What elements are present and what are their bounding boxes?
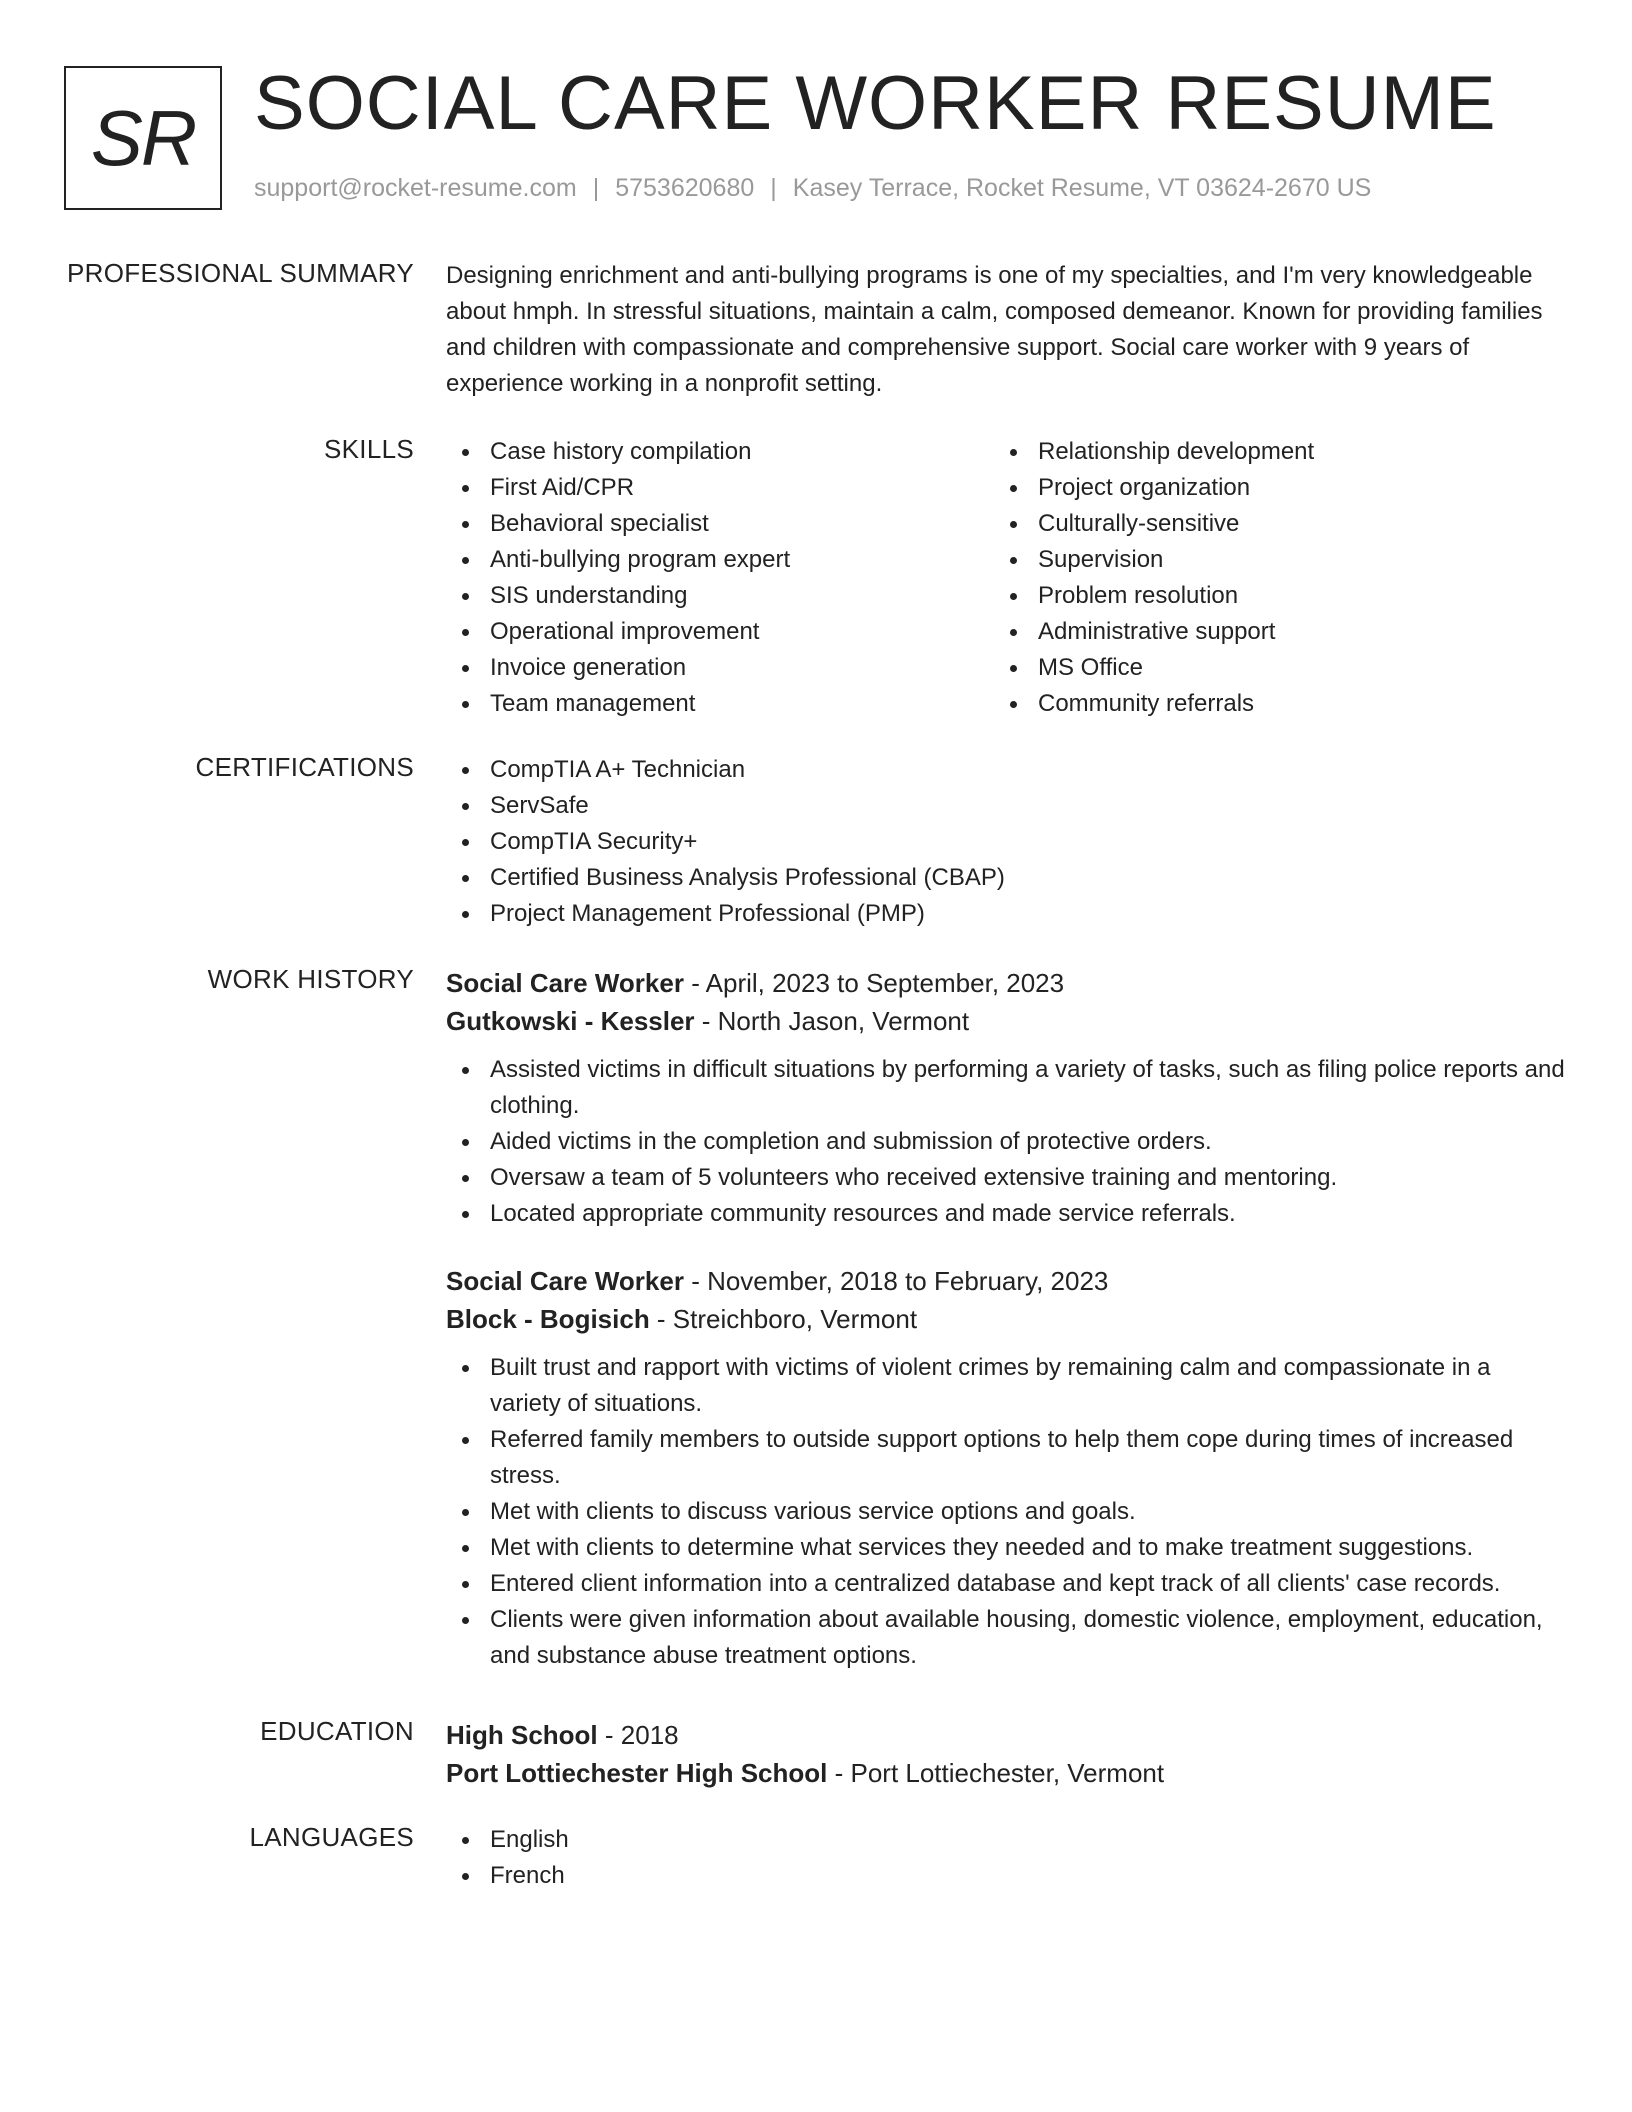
duty-item: Aided victims in the completion and submission of protective orders. xyxy=(446,1124,1566,1160)
skill-item: Administrative support xyxy=(994,614,1542,650)
duty-item: Built trust and rapport with victims of violent crimes by remaining calm and compassionate in a variety of situations. xyxy=(446,1350,1566,1422)
job-company: Block - Bogisich xyxy=(446,1304,650,1334)
certification-item: Project Management Professional (PMP) xyxy=(446,896,1566,932)
job-duties xyxy=(446,1052,1566,1232)
certification-item: ServSafe xyxy=(446,788,1566,824)
skill-item: SIS understanding xyxy=(446,578,994,614)
duty-item: Located appropriate community resources and made service referrals. xyxy=(446,1196,1566,1232)
section-label-summary: PROFESSIONAL SUMMARY xyxy=(67,258,414,288)
contact-address: Kasey Terrace, Rocket Resume, VT 03624-2670 US xyxy=(792,174,1372,202)
duty-item: Referred family members to outside support options to help them cope during times of increased stress. xyxy=(446,1422,1566,1494)
language-item: English xyxy=(446,1822,1566,1858)
languages-body xyxy=(446,1822,1566,1894)
section-label-education: EDUCATION xyxy=(260,1716,414,1746)
section-label-skills: SKILLS xyxy=(324,434,414,464)
education-location: - Port Lottiechester, Vermont xyxy=(827,1758,1165,1788)
contact-email[interactable]: support@rocket-resume.com xyxy=(254,174,577,202)
skill-item: Team management xyxy=(446,686,994,722)
job-company-line xyxy=(446,1300,1566,1338)
job-company-line xyxy=(446,1002,1566,1040)
education-degree-line xyxy=(446,1716,1566,1754)
languages-list xyxy=(446,1822,1566,1894)
skill-item: Culturally-sensitive xyxy=(994,506,1542,542)
skill-item: Operational improvement xyxy=(446,614,994,650)
contact-separator: | xyxy=(592,174,600,202)
contact-phone[interactable]: 5753620680 xyxy=(615,174,755,202)
skill-item: Project organization xyxy=(994,470,1542,506)
monogram: SR xyxy=(64,66,222,210)
skills-list-left xyxy=(446,434,994,722)
job-title-line xyxy=(446,964,1566,1002)
section-label-certifications: CERTIFICATIONS xyxy=(195,752,414,782)
skill-item: Supervision xyxy=(994,542,1542,578)
resume-header xyxy=(64,61,1564,210)
certification-item: CompTIA Security+ xyxy=(446,824,1566,860)
duty-item: Met with clients to determine what services they needed and to make treatment suggestions. xyxy=(446,1530,1566,1566)
job-dates: - November, 2018 to February, 2023 xyxy=(683,1266,1109,1296)
job-entry xyxy=(446,964,1566,1232)
skills-grid xyxy=(446,434,1566,722)
job-location: - Streichboro, Vermont xyxy=(649,1304,918,1334)
skill-item: Community referrals xyxy=(994,686,1542,722)
education-body xyxy=(446,1716,1566,1792)
job-location: - North Jason, Vermont xyxy=(694,1006,970,1036)
skill-item: Case history compilation xyxy=(446,434,994,470)
education-school: Port Lottiechester High School xyxy=(446,1758,828,1788)
skill-item: First Aid/CPR xyxy=(446,470,994,506)
section-label-languages: LANGUAGES xyxy=(249,1822,414,1852)
duty-item: Met with clients to discuss various service options and goals. xyxy=(446,1494,1566,1530)
work-body xyxy=(446,964,1566,1674)
job-title-line xyxy=(446,1262,1566,1300)
certifications-body xyxy=(446,752,1566,932)
job-title: Social Care Worker xyxy=(446,1266,684,1296)
education-school-line xyxy=(446,1754,1566,1792)
job-title: Social Care Worker xyxy=(446,968,684,998)
contact-line xyxy=(254,174,1371,203)
duty-item: Clients were given information about available housing, domestic violence, employment, education, and substance abuse treatment options. xyxy=(446,1602,1566,1674)
job-dates: - April, 2023 to September, 2023 xyxy=(683,968,1065,998)
section-label-work: WORK HISTORY xyxy=(207,964,414,994)
job-entry xyxy=(446,1262,1566,1674)
duty-item: Assisted victims in difficult situations by performing a variety of tasks, such as filing police reports and clothing. xyxy=(446,1052,1566,1124)
resume-title: SOCIAL CARE WORKER RESUME xyxy=(254,61,1497,146)
skill-item: Relationship development xyxy=(994,434,1542,470)
skill-item: Behavioral specialist xyxy=(446,506,994,542)
language-item: French xyxy=(446,1858,1566,1894)
skill-item: Problem resolution xyxy=(994,578,1542,614)
education-year: - 2018 xyxy=(597,1720,679,1750)
certification-item: Certified Business Analysis Professional (CBAP) xyxy=(446,860,1566,896)
job-company: Gutkowski - Kessler xyxy=(446,1006,695,1036)
duty-item: Entered client information into a centralized database and kept track of all clients' case records. xyxy=(446,1566,1566,1602)
skill-item: Invoice generation xyxy=(446,650,994,686)
summary-body xyxy=(446,258,1566,402)
skills-list-right xyxy=(994,434,1542,722)
skill-item: Anti-bullying program expert xyxy=(446,542,994,578)
skill-item: MS Office xyxy=(994,650,1542,686)
summary-text: Designing enrichment and anti-bullying programs is one of my specialties, and I'm very knowledgeable about hmph. In stressful situations, maintain a calm, composed demeanor. Known for providing families and children with compassionate and comprehensive support. Social care worker with 9 years of experience working in a nonprofit setting. xyxy=(446,262,1543,397)
education-degree: High School xyxy=(446,1720,598,1750)
certifications-list xyxy=(446,752,1566,932)
duty-item: Oversaw a team of 5 volunteers who received extensive training and mentoring. xyxy=(446,1160,1566,1196)
job-duties xyxy=(446,1350,1566,1674)
contact-separator: | xyxy=(770,174,777,202)
certification-item: CompTIA A+ Technician xyxy=(446,752,1566,788)
